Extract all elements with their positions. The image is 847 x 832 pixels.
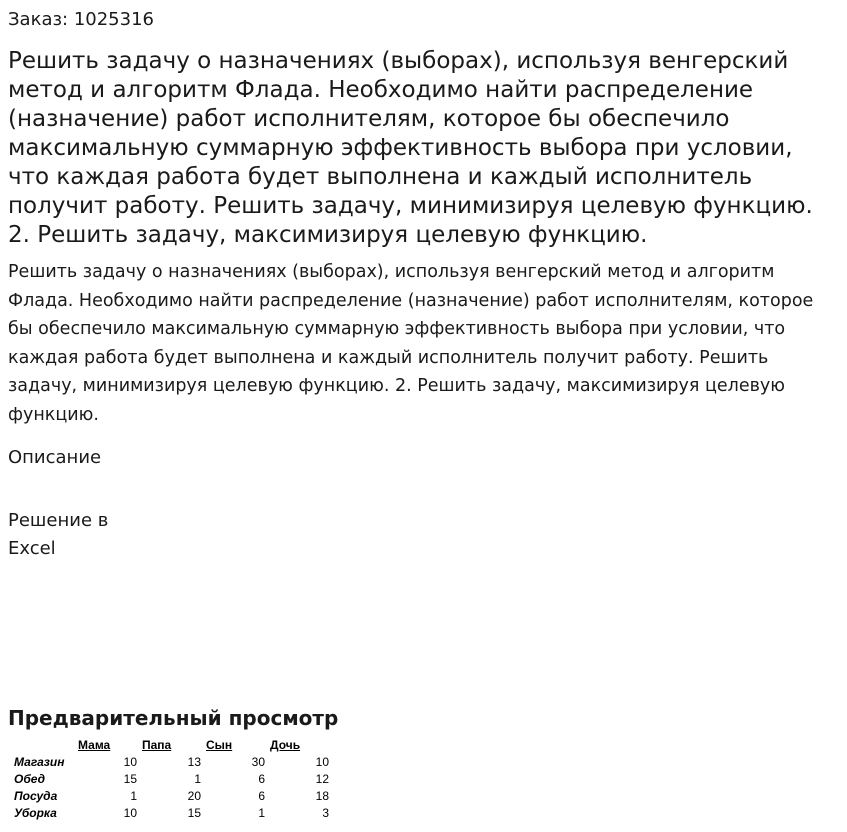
cell-value: 10	[123, 755, 137, 769]
order-number: Заказ: 1025316	[8, 9, 154, 30]
preview-spreadsheet	[0, 736, 340, 832]
table-row	[0, 789, 340, 806]
cell-value: 10	[123, 806, 137, 820]
cell-value: 13	[187, 755, 201, 769]
cell-value: 20	[187, 789, 201, 803]
cell-value: 15	[123, 772, 137, 786]
row-label: Посуда	[14, 789, 58, 803]
cell-value: 18	[315, 789, 329, 803]
cell-value: 12	[315, 772, 329, 786]
cell-value: 1	[130, 789, 137, 803]
solution-label: Решение в Excel	[8, 510, 109, 559]
cell-value: 1	[258, 806, 265, 820]
row-label: Обед	[14, 772, 46, 786]
task-title: Решить задачу о назначениях (выборах), используя венгерский метод и алгоритм Флада. Необходимо найти распределение (назначение) работ исполнителям, которое бы обеспечило максимальную суммарную эффективность выбора при условии, что каждая работа будет выполнена и каждый исполнитель получит работу. Решить задачу, минимизируя целевую функцию. 2. Решить задачу, максимизируя целевую функцию.	[8, 48, 813, 248]
preview-heading: Предварительный просмотр	[8, 706, 339, 730]
description-label: Описание	[8, 447, 102, 468]
table-row	[0, 806, 340, 823]
task-description: Решить задачу о назначениях (выборах), используя венгерский метод и алгоритм Флада. Необходимо найти распределение (назначение) работ исполнителям, которое бы обеспечило максимальную суммарную эффективность выбора при условии, что каждая работа будет выполнена и каждый исполнитель получит работу. Решить задачу, минимизируя целевую функцию. 2. Решить задачу, максимизируя целевую функцию.	[8, 262, 814, 425]
column-header: Дочь	[270, 738, 301, 752]
cell-value: 6	[258, 789, 265, 803]
table-row	[0, 755, 340, 772]
row-label: Уборка	[14, 806, 57, 820]
row-label: Магазин	[14, 755, 65, 769]
column-header: Папа	[142, 738, 172, 752]
cell-value: 15	[187, 806, 201, 820]
column-header: Мама	[78, 738, 111, 752]
table-row	[0, 772, 340, 789]
cell-value: 10	[315, 755, 329, 769]
cell-value: 1	[194, 772, 201, 786]
column-header: Сын	[206, 738, 233, 752]
cell-value: 30	[251, 755, 265, 769]
cell-value: 6	[258, 772, 265, 786]
cell-value: 3	[322, 806, 329, 820]
